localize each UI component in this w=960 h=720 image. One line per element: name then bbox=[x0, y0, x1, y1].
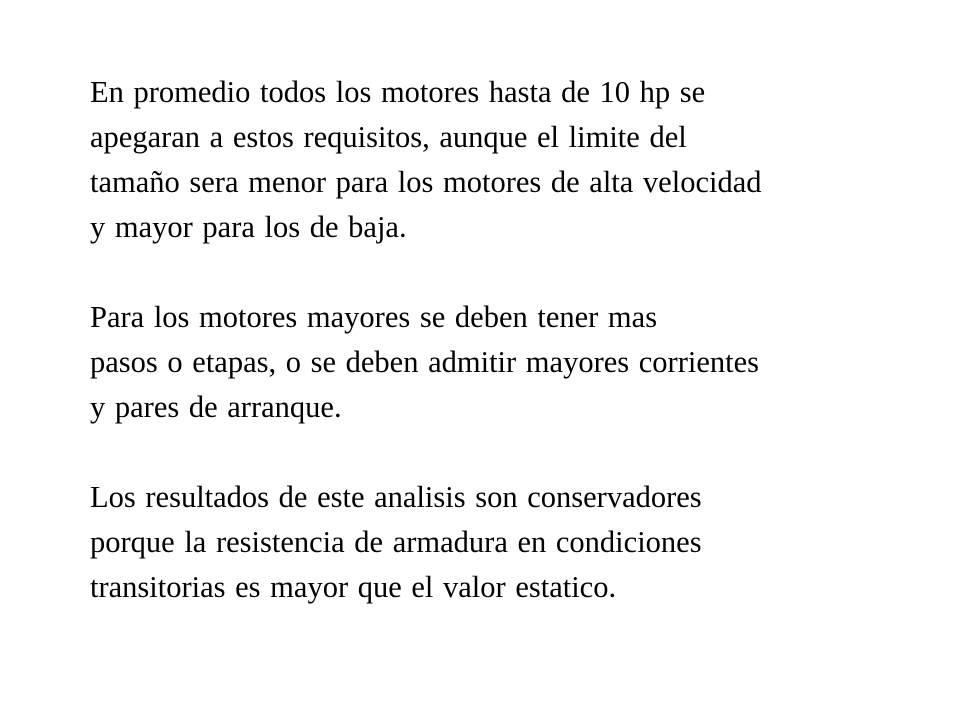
text-line: apegaran a estos requisitos, aunque el limite del bbox=[90, 120, 687, 154]
slide-text-body bbox=[90, 70, 940, 610]
text-line: En promedio todos los motores hasta de 10 hp se bbox=[90, 75, 706, 109]
text-line: y mayor para los de baja. bbox=[90, 210, 407, 244]
paragraph-conservative-results bbox=[90, 475, 940, 610]
paragraph-motor-size-requirements bbox=[90, 70, 940, 250]
text-line: porque la resistencia de armadura en condiciones bbox=[90, 525, 702, 559]
text-line: tamaño sera menor para los motores de alta velocidad bbox=[90, 165, 762, 199]
text-line: transitorias es mayor que el valor estatico. bbox=[90, 570, 617, 604]
text-line: Los resultados de este analisis son conservadores bbox=[90, 480, 702, 514]
text-line: y pares de arranque. bbox=[90, 390, 342, 424]
text-line: pasos o etapas, o se deben admitir mayores corrientes bbox=[90, 345, 759, 379]
paragraph-larger-motors bbox=[90, 295, 940, 430]
text-line: Para los motores mayores se deben tener mas bbox=[90, 300, 658, 334]
